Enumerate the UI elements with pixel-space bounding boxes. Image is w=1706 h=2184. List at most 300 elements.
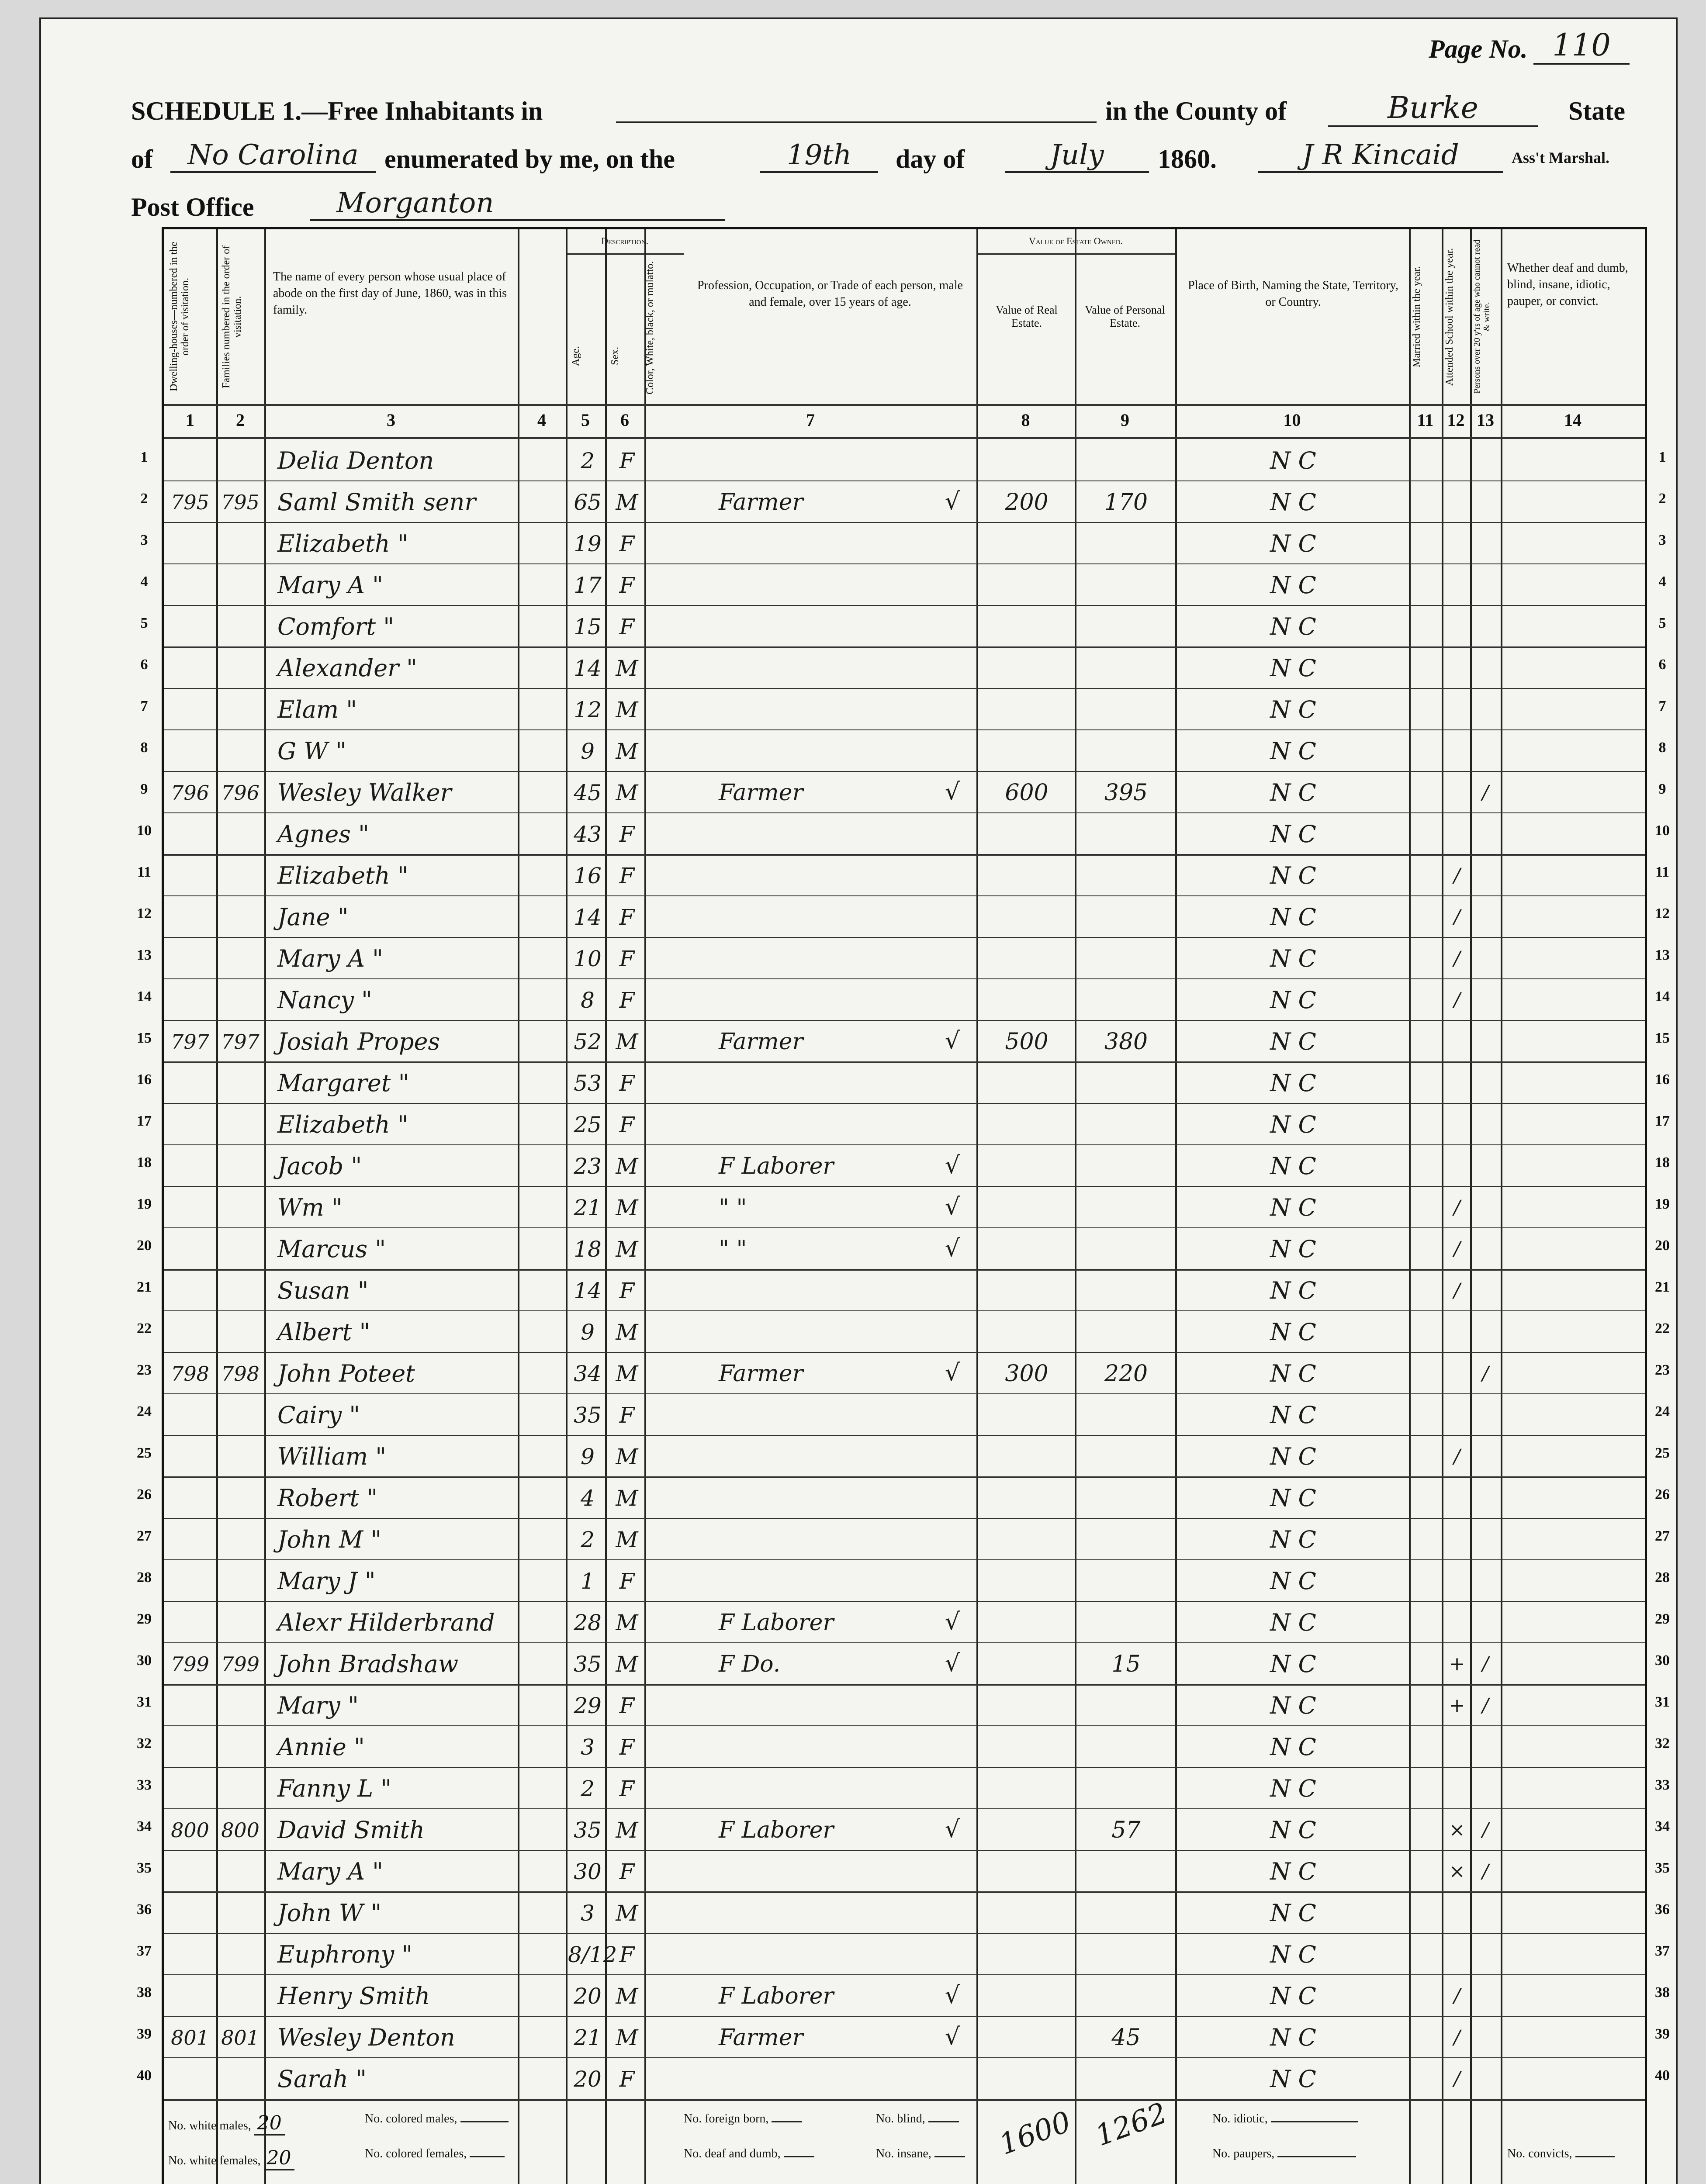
day-value: 19th	[760, 139, 878, 173]
age: 8/12	[568, 1942, 617, 1967]
age: 35	[574, 1652, 602, 1677]
age: 30	[574, 1859, 602, 1884]
row-number-left: 38	[137, 1984, 152, 2001]
person-name: John M "	[277, 1526, 382, 1553]
row-number-right: 29	[1655, 1610, 1670, 1627]
footer-foreign-born	[684, 2112, 802, 2126]
family-number: 796	[221, 781, 260, 805]
age: 20	[574, 2067, 602, 2092]
col11-heading: Married within the year.	[1411, 266, 1422, 367]
col2-heading: Families numbered in the order of visitation.	[221, 245, 243, 388]
birthplace: N C	[1270, 903, 1316, 931]
birthplace: N C	[1270, 862, 1316, 889]
col3-heading: The name of every person whose usual place of abode on the first day of June, 1860, was in this family.	[273, 270, 507, 317]
sex: M	[616, 1818, 638, 1843]
check-mark-icon: √	[945, 1608, 960, 1635]
footer-colored-males	[365, 2112, 509, 2126]
check-mark-icon: √	[945, 1649, 960, 1677]
birthplace: N C	[1270, 613, 1316, 640]
age: 2	[581, 1527, 595, 1552]
row-number-left: 18	[137, 1154, 152, 1171]
colored-males-value	[460, 2121, 509, 2122]
row-rule	[164, 1061, 1645, 1063]
age: 17	[574, 573, 602, 598]
row-number-left: 16	[137, 1071, 152, 1088]
row-rule	[164, 563, 1645, 564]
birthplace: N C	[1270, 654, 1316, 682]
row-number-right: 19	[1655, 1196, 1670, 1212]
day-of-label: day of	[896, 145, 965, 173]
person-name: Alexr Hilderbrand	[277, 1609, 495, 1636]
row-number-right: 38	[1655, 1984, 1670, 2001]
age: 29	[574, 1693, 602, 1718]
sex: M	[616, 1237, 638, 1262]
birthplace: N C	[1270, 1443, 1316, 1470]
state-label: State	[1568, 97, 1625, 125]
sex: M	[616, 1361, 638, 1386]
row-rule	[164, 1393, 1645, 1394]
school-mark: ×	[1449, 1860, 1465, 1883]
person-name: Elizabeth "	[277, 862, 408, 889]
person-name: Josiah Propes	[277, 1028, 440, 1055]
row-number-right: 8	[1658, 739, 1666, 756]
row-rule	[164, 1974, 1645, 1975]
row-number-left: 3	[140, 532, 148, 548]
idiotic-value	[1271, 2121, 1358, 2122]
row-rule	[164, 1518, 1645, 1519]
row-number-right: 4	[1658, 573, 1666, 590]
row-rule	[164, 1933, 1645, 1934]
page-number: 110	[1533, 27, 1630, 65]
school-mark: ×	[1449, 1819, 1465, 1841]
person-name: Mary A "	[277, 1858, 383, 1885]
colored-females-value	[470, 2156, 505, 2157]
check-mark-icon: √	[945, 1359, 960, 1386]
of-label: of	[131, 145, 153, 173]
row-number-left: 30	[137, 1652, 152, 1669]
column-number-8: 8	[1021, 410, 1030, 430]
illiterate-mark: /	[1482, 1694, 1489, 1717]
row-number-left: 10	[137, 822, 152, 839]
row-rule	[164, 1642, 1645, 1643]
row-number-right: 28	[1655, 1569, 1670, 1586]
paupers-value	[1277, 2156, 1356, 2157]
person-name: Sarah "	[277, 2065, 367, 2093]
row-rule	[164, 1186, 1645, 1187]
person-name: Elizabeth "	[277, 530, 408, 557]
column-number-10: 10	[1283, 410, 1301, 430]
birthplace: N C	[1270, 1650, 1316, 1678]
col8-heading: Value of Real Estate.	[996, 304, 1058, 329]
description-heading: Description.	[601, 235, 649, 246]
personal-estate-total: 1262	[1090, 2096, 1172, 2153]
month-value: July	[1005, 139, 1149, 173]
birthplace: N C	[1270, 1941, 1316, 1968]
school-mark: /	[1453, 1279, 1460, 1302]
school-mark: /	[1453, 1196, 1460, 1219]
school-mark: /	[1453, 989, 1460, 1011]
school-mark: +	[1449, 1653, 1465, 1675]
illiterate-mark: /	[1482, 781, 1489, 804]
birthplace: N C	[1270, 986, 1316, 1014]
footer-convicts	[1507, 2147, 1615, 2161]
row-number-right: 33	[1655, 1776, 1670, 1793]
row-number-right: 10	[1655, 822, 1670, 839]
foreign-born-value	[772, 2121, 802, 2122]
person-name: Euphrony "	[277, 1941, 413, 1968]
birthplace: N C	[1270, 1899, 1316, 1927]
person-name: Albert "	[277, 1318, 370, 1346]
sex: M	[616, 1486, 638, 1511]
birthplace: N C	[1270, 1111, 1316, 1138]
person-name: Fanny L "	[277, 1775, 392, 1802]
age: 2	[581, 1776, 595, 1801]
personal-estate-value: 380	[1104, 1029, 1148, 1055]
col10-heading: Place of Birth, Naming the State, Territory, or Country.	[1188, 279, 1398, 309]
birthplace: N C	[1270, 1235, 1316, 1263]
row-rule	[164, 1808, 1645, 1809]
age: 25	[574, 1112, 602, 1137]
row-rule	[164, 1144, 1645, 1145]
person-name: Nancy "	[277, 986, 372, 1014]
age: 10	[574, 946, 602, 971]
estate-rule	[976, 253, 1175, 255]
schedule-title: SCHEDULE 1.—Free Inhabitants in	[131, 97, 543, 125]
row-rule	[164, 937, 1645, 938]
row-number-left: 27	[137, 1527, 152, 1544]
person-name: John W "	[277, 1899, 382, 1927]
row-rule	[164, 646, 1645, 648]
sex: M	[616, 1984, 638, 2009]
age: 53	[574, 1071, 602, 1096]
row-number-left: 33	[137, 1776, 152, 1793]
column-number-12: 12	[1447, 410, 1465, 430]
white-females-value: 20	[264, 2147, 294, 2170]
birthplace: N C	[1270, 945, 1316, 972]
sex: F	[619, 448, 635, 473]
family-number: 800	[221, 1818, 260, 1842]
age: 15	[574, 614, 602, 639]
white-males-label: No. white males,	[168, 2119, 251, 2132]
personal-estate-value: 57	[1111, 1817, 1141, 1843]
sex: F	[619, 905, 635, 930]
row-number-right: 17	[1655, 1113, 1670, 1129]
age: 28	[574, 1610, 602, 1635]
footer-blind	[876, 2112, 959, 2126]
post-office-value: Morganton	[310, 187, 725, 221]
row-number-right: 2	[1658, 490, 1666, 507]
check-mark-icon: √	[945, 2023, 960, 2050]
row-number-right: 16	[1655, 1071, 1670, 1088]
row-number-right: 36	[1655, 1901, 1670, 1918]
column-number-11: 11	[1417, 410, 1434, 430]
sex: F	[619, 1693, 635, 1718]
dwelling-number: 801	[171, 2026, 209, 2049]
sex: M	[616, 1527, 638, 1552]
personal-estate-value: 220	[1104, 1361, 1148, 1387]
row-number-right: 37	[1655, 1942, 1670, 1959]
check-mark-icon: √	[945, 1981, 960, 2009]
row-number-left: 20	[137, 1237, 152, 1254]
row-number-left: 21	[137, 1279, 152, 1295]
column-number-9: 9	[1121, 410, 1129, 430]
year-label: 1860.	[1158, 145, 1217, 173]
row-number-left: 1	[140, 449, 148, 465]
row-number-left: 6	[140, 656, 148, 673]
row-rule	[164, 1559, 1645, 1560]
check-mark-icon: √	[945, 1234, 960, 1262]
row-rule	[164, 1227, 1645, 1228]
age: 35	[574, 1818, 602, 1843]
person-name: Alexander "	[277, 654, 417, 682]
sex: F	[619, 1776, 635, 1801]
check-mark-icon: √	[945, 1193, 960, 1220]
column-number-6: 6	[620, 410, 629, 430]
row-number-right: 11	[1655, 864, 1670, 880]
footer-insane	[876, 2147, 965, 2161]
age: 35	[574, 1403, 602, 1428]
personal-estate-value: 170	[1104, 489, 1148, 515]
birthplace: N C	[1270, 1775, 1316, 1802]
post-office-label: Post Office	[131, 193, 254, 221]
person-name: John Bradshaw	[277, 1650, 459, 1678]
desc-rule	[566, 253, 684, 255]
row-number-left: 29	[137, 1610, 152, 1627]
row-rule	[164, 1476, 1645, 1478]
birthplace: N C	[1270, 1609, 1316, 1636]
row-number-right: 39	[1655, 2025, 1670, 2042]
colored-females-label: No. colored females,	[365, 2147, 467, 2160]
deaf-dumb-value	[784, 2156, 814, 2157]
state-value: No Carolina	[170, 139, 376, 173]
row-rule	[164, 522, 1645, 523]
row-rule	[164, 1310, 1645, 1311]
row-rule	[164, 2016, 1645, 2017]
deaf-dumb-label: No. deaf and dumb,	[684, 2147, 781, 2160]
row-number-right: 1	[1658, 449, 1666, 465]
row-rule	[164, 1352, 1645, 1353]
sex: F	[619, 1859, 635, 1884]
sex: M	[616, 1652, 638, 1677]
age: 9	[581, 1320, 595, 1345]
dwelling-number: 798	[171, 1362, 209, 1386]
row-rule	[164, 854, 1645, 856]
row-number-left: 4	[140, 573, 148, 590]
sex: M	[616, 739, 638, 764]
family-number: 797	[221, 1030, 260, 1054]
sex: F	[619, 573, 635, 598]
row-number-right: 9	[1658, 781, 1666, 797]
row-number-right: 35	[1655, 1859, 1670, 1876]
column-number-13: 13	[1477, 410, 1494, 430]
occupation: Farmer	[719, 780, 803, 806]
insane-label: No. insane,	[876, 2147, 931, 2160]
person-name: Wesley Walker	[277, 779, 452, 806]
person-name: Comfort "	[277, 613, 394, 640]
column-number-5: 5	[581, 410, 590, 430]
dwelling-number: 800	[171, 1818, 209, 1842]
row-number-right: 27	[1655, 1527, 1670, 1544]
age: 9	[581, 739, 595, 764]
blind-label: No. blind,	[876, 2112, 925, 2125]
row-rule	[164, 1891, 1645, 1893]
school-mark: +	[1449, 1694, 1465, 1717]
birthplace: N C	[1270, 1733, 1316, 1761]
illiterate-mark: /	[1482, 1362, 1489, 1385]
real-estate-value: 600	[1005, 780, 1049, 806]
convicts-label: No. convicts,	[1507, 2147, 1572, 2160]
footer-rule	[164, 2099, 1645, 2101]
sex: F	[619, 1071, 635, 1096]
birthplace: N C	[1270, 1318, 1316, 1346]
col7-heading: Profession, Occupation, or Trade of each person, male and female, over 15 years of age.	[697, 279, 963, 309]
col9-heading: Value of Personal Estate.	[1085, 304, 1165, 329]
birthplace: N C	[1270, 779, 1316, 806]
row-number-left: 40	[137, 2067, 152, 2084]
row-number-right: 6	[1658, 656, 1666, 673]
birthplace: N C	[1270, 1484, 1316, 1512]
school-mark: /	[1453, 906, 1460, 928]
sex: M	[616, 490, 638, 515]
check-mark-icon: √	[945, 1815, 960, 1843]
birthplace: N C	[1270, 696, 1316, 723]
real-estate-total: 1600	[994, 2105, 1076, 2162]
row-number-left: 15	[137, 1030, 152, 1046]
row-number-left: 8	[140, 739, 148, 756]
insane-value	[934, 2156, 965, 2157]
column-number-14: 14	[1564, 410, 1581, 430]
row-rule	[164, 480, 1645, 481]
row-rule	[164, 1767, 1645, 1768]
birthplace: N C	[1270, 1152, 1316, 1180]
age: 19	[574, 531, 602, 556]
row-number-left: 22	[137, 1320, 152, 1337]
school-mark: /	[1453, 1985, 1460, 2007]
school-mark: /	[1453, 2026, 1460, 2049]
person-name: Cairy "	[277, 1401, 360, 1429]
sex: F	[619, 531, 635, 556]
age: 18	[574, 1237, 602, 1262]
column-number-1: 1	[186, 410, 194, 430]
row-number-right: 40	[1655, 2067, 1670, 2084]
column-number-7: 7	[806, 410, 815, 430]
row-number-left: 31	[137, 1693, 152, 1710]
real-estate-value: 200	[1005, 489, 1049, 515]
age: 9	[581, 1444, 595, 1469]
row-number-right: 18	[1655, 1154, 1670, 1171]
county-label: in the County of	[1105, 97, 1287, 125]
sex: M	[616, 1029, 638, 1054]
row-rule	[164, 1020, 1645, 1021]
row-number-right: 25	[1655, 1444, 1670, 1461]
row-rule	[164, 729, 1645, 730]
birthplace: N C	[1270, 447, 1316, 474]
age: 3	[581, 1901, 595, 1926]
row-rule	[164, 1850, 1645, 1851]
personal-estate-value: 45	[1111, 2025, 1141, 2051]
school-mark: /	[1453, 2068, 1460, 2090]
illiterate-mark: /	[1482, 1653, 1489, 1675]
sex: M	[616, 1610, 638, 1635]
row-number-right: 5	[1658, 615, 1666, 631]
family-number: 798	[221, 1362, 260, 1386]
row-number-left: 11	[137, 864, 152, 880]
birthplace: N C	[1270, 1194, 1316, 1221]
age: 16	[574, 863, 602, 888]
row-number-left: 12	[137, 905, 152, 922]
row-rule	[164, 605, 1645, 606]
row-number-left: 34	[137, 1818, 152, 1835]
person-name: Marcus "	[277, 1235, 386, 1263]
occupation: F Do.	[719, 1651, 781, 1677]
school-mark: /	[1453, 947, 1460, 970]
row-number-right: 23	[1655, 1362, 1670, 1378]
person-name: Delia Denton	[277, 447, 434, 474]
person-name: Agnes "	[277, 820, 370, 848]
row-number-right: 14	[1655, 988, 1670, 1005]
family-number: 795	[221, 491, 260, 514]
row-number-right: 30	[1655, 1652, 1670, 1669]
occupation: " "	[719, 1195, 747, 1221]
row-number-left: 35	[137, 1859, 152, 1876]
age: 20	[574, 1984, 602, 2009]
birthplace: N C	[1270, 1401, 1316, 1429]
person-name: David Smith	[277, 1816, 425, 1844]
row-number-left: 17	[137, 1113, 152, 1129]
row-rule	[164, 1103, 1645, 1104]
birthplace: N C	[1270, 2065, 1316, 2093]
check-mark-icon: √	[945, 1027, 960, 1054]
sex: F	[619, 988, 635, 1013]
occupation: Farmer	[719, 489, 803, 515]
row-rule	[164, 978, 1645, 979]
census-table	[162, 227, 1647, 2184]
marshal-label: Ass't Marshal.	[1512, 149, 1609, 166]
sex: F	[619, 863, 635, 888]
row-number-right: 20	[1655, 1237, 1670, 1254]
person-name: Wesley Denton	[277, 2024, 455, 2051]
occupation: Farmer	[719, 2025, 803, 2051]
sex: M	[616, 1320, 638, 1345]
col4-heading: Age.	[570, 346, 581, 366]
header-rule	[164, 437, 1645, 439]
row-rule	[164, 1435, 1645, 1436]
row-number-right: 13	[1655, 947, 1670, 963]
column-number-3: 3	[387, 410, 395, 430]
row-rule	[164, 2057, 1645, 2058]
row-rule	[164, 771, 1645, 772]
colored-males-label: No. colored males,	[365, 2112, 457, 2125]
sex: M	[616, 1901, 638, 1926]
sex: F	[619, 1569, 635, 1594]
row-number-left: 9	[140, 781, 148, 797]
enumerated-label: enumerated by me, on the	[384, 145, 675, 173]
sex: F	[619, 946, 635, 971]
footer-white-females	[168, 2147, 294, 2170]
sex: M	[616, 1154, 638, 1179]
family-number: 801	[221, 2026, 260, 2049]
illiterate-mark: /	[1482, 1860, 1489, 1883]
sex: M	[616, 1195, 638, 1220]
column-number-4: 4	[537, 410, 546, 430]
person-name: Susan "	[277, 1277, 369, 1304]
convicts-value	[1575, 2156, 1615, 2157]
person-name: G W "	[277, 737, 346, 765]
row-number-right: 32	[1655, 1735, 1670, 1752]
row-number-right: 34	[1655, 1818, 1670, 1835]
col1-heading: Dwelling-houses—numbered in the order of visitation.	[168, 242, 191, 392]
person-name: Jacob "	[277, 1152, 362, 1180]
